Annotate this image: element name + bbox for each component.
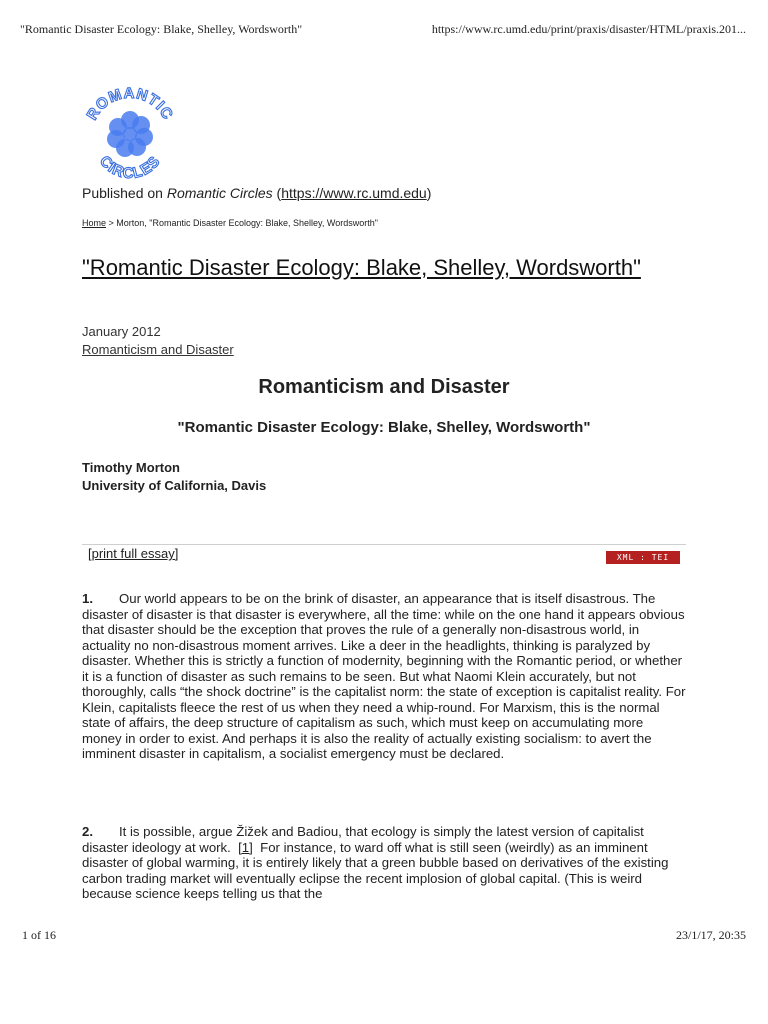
logo-top-text: ROMANTIC: [83, 84, 177, 124]
published-prefix: Published on: [82, 185, 167, 201]
divider: [82, 544, 686, 545]
print-page-url: https://www.rc.umd.edu/print/praxis/disaster/HTML/praxis.201...: [431, 22, 746, 36]
romantic-circles-logo[interactable]: [80, 82, 180, 182]
paragraph-text-continued: For instance, to ward off what is still seen (weirdly) as an imminent disaster of global warming, it is entirely likely that a green bubble based on derivatives of the existing carbon trading market will eventually eclipse the recent implosion of global capital. (This is weird because science keeps telling us that the: [82, 839, 669, 901]
category-link[interactable]: Romanticism and Disaster: [82, 342, 234, 357]
xml-tei-badge[interactable]: XML : TEI: [606, 551, 680, 564]
paragraph-1: [82, 591, 686, 762]
published-open-paren: (: [272, 185, 282, 201]
paragraph-text: Our world appears to be on the brink of disaster, an appearance that is itself disastrous. The disaster of disaster is that disaster is everywhere, all the time: while on the one hand it appears obvious that disaster should be the exception that proves the rule of a generally non-disastrous world, in actuality no non-disastrous moment arrives. Like a deer in the headlights, thinking is paralyzed by disaster. Whether this is strictly a function of modernity, beginning with the Romantic period, or whether it is a function of disaster as such remains to be seen. But what Naomi Klein accurately, but not thoroughly, calls “the shock doctrine” is the capitalist norm: the state of exception is capitalist reality. For Klein, capitalists fleece the rest of us when they need a whip-round. For Marxism, this is the normal state of affairs, the deep structure of capitalism as such, which must keep on accumulating more money in order to exist. And perhaps it is also the reality of actually existing socialism: to avert the imminent disaster in capitalism, a socialist emergency must be declared.: [82, 591, 686, 761]
author-block: [82, 459, 266, 495]
article-title-link[interactable]: "Romantic Disaster Ecology: Blake, Shelley, Wordsworth": [82, 255, 641, 280]
author-affiliation: University of California, Davis: [82, 478, 267, 493]
published-site-link[interactable]: https://www.rc.umd.edu: [281, 185, 427, 201]
published-close-paren: ): [426, 185, 432, 201]
article-date: January 2012: [82, 324, 161, 339]
paragraph-number: 1.: [82, 591, 93, 606]
paragraph-text: It is possible, argue Žižek and Badiou, that ecology is simply the latest version of capitalist disaster ideology at work.: [82, 824, 644, 855]
breadcrumb-home-link[interactable]: Home: [82, 218, 107, 228]
print-timestamp: 23/1/17, 20:35: [675, 928, 746, 942]
published-on-line: [82, 185, 431, 201]
print-full-essay-link[interactable]: [print full essay]: [88, 546, 179, 561]
page-counter: 1 of 16: [22, 928, 56, 942]
footnote-link-1[interactable]: [1]: [238, 839, 253, 855]
logo-bottom-text: CIRCLES: [96, 152, 164, 182]
paragraph-2: [82, 824, 686, 902]
breadcrumb: [82, 218, 378, 228]
essay-heading: "Romantic Disaster Ecology: Blake, Shelley, Wordsworth": [177, 419, 591, 436]
section-heading: Romanticism and Disaster: [258, 376, 510, 398]
breadcrumb-current: > Morton, "Romantic Disaster Ecology: Blake, Shelley, Wordsworth": [106, 218, 378, 228]
author-name: Timothy Morton: [82, 460, 180, 475]
published-site-name: Romantic Circles: [166, 185, 273, 201]
paragraph-number: 2.: [82, 824, 93, 839]
logo-circles: [107, 111, 153, 157]
print-page-title: "Romantic Disaster Ecology: Blake, Shelley, Wordsworth": [20, 22, 303, 36]
svg-text:CIRCLES: [96, 153, 164, 182]
